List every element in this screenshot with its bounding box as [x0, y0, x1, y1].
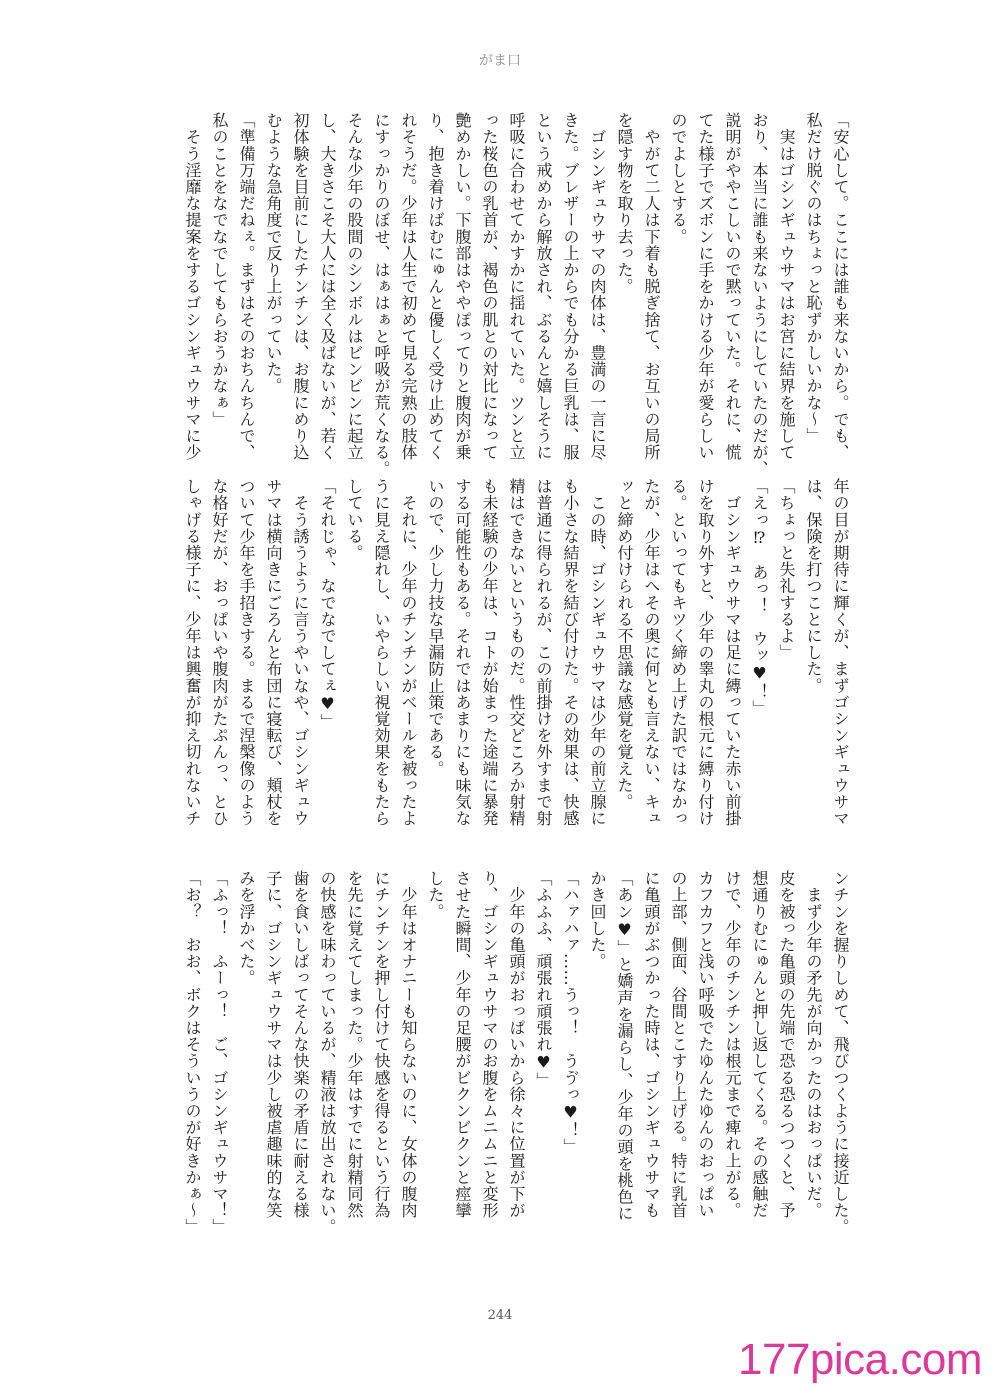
text-column: きた。ブレザーの上からでも分かる巨乳は、服 — [561, 112, 580, 461]
text-column: それに、少年のチンチンがベールを被ったよ — [399, 478, 418, 827]
text-column: まず少年の矛先が向かったのはおっぱいだ。 — [804, 870, 823, 1219]
text-column: たが、少年はへその奥に何とも言えない、キュ — [642, 478, 661, 827]
text-column: 「それじゃ、なでなでしてぇ♥」 — [318, 478, 337, 730]
text-column: る。といってもキツく締め上げた訳ではなかっ — [669, 478, 688, 827]
text-column: 「あン♥」と嬌声を漏らし、少年の頭を桃色に — [615, 870, 634, 1222]
running-header: がま口 — [479, 53, 521, 69]
text-column: けを取り外すと、少年の睾丸の根元に縛り付け — [696, 478, 715, 827]
text-column: にすっかりのぼせ、はぁはぁと呼吸が荒くなる。 — [372, 112, 391, 477]
text-column: 年の目が期待に輝くが、まずゴシンギュウサマ — [831, 478, 850, 827]
text-column: そんな少年の股間のシンボルはビンビンに起立 — [345, 112, 364, 461]
text-column: り、抱き着けばむにゅんと優しく受け止めてく — [426, 112, 445, 461]
text-column: 初体験を目前にしたチンチンは、お腹にめり込 — [291, 112, 310, 461]
text-column: この時、ゴシンギュウサマは少年の前立腺に — [588, 478, 607, 827]
text-column: り、ゴシンギュウサマのお腹をムニムニと変形 — [480, 870, 499, 1219]
text-column: している。 — [345, 478, 364, 561]
text-column: させた瞬間、少年の足腰がビクンビクンと痙攣 — [453, 870, 472, 1219]
text-column: かき回した。 — [588, 870, 607, 970]
text-column: にチンチンを押し付けて快感を得るという行為 — [372, 870, 391, 1219]
text-column: カフカフと浅い呼吸でたゆんたゆんのおっぱい — [696, 870, 715, 1219]
text-column: する可能性もある。それではあまりにも味気な — [453, 478, 472, 827]
text-column: 子に、ゴシンギュウサマは少し被虐趣味的な笑 — [264, 870, 283, 1219]
text-column: 「準備万端だねぇ。まずはそのおちんちんで、 — [237, 112, 256, 461]
text-column: 少年の亀頭がおっぱいから徐々に位置が下が — [507, 870, 526, 1219]
text-column: の快感を味わっているが、精液は放出されない。 — [318, 870, 337, 1236]
page-number: 244 — [487, 1308, 513, 1323]
text-column: 歯を食いしばってそんな快楽の矛盾に耐える様 — [291, 870, 310, 1219]
text-column: った桜色の乳首が、褐色の肌との対比になって — [480, 112, 499, 461]
text-column: 呼吸に合わせてかすかに揺れていた。ツンと立 — [507, 112, 526, 461]
text-column: ッと締め付けられる不思議な感覚を覚えた。 — [615, 478, 634, 810]
text-column: 説明がややこしいので黙っていた。それに、慌 — [723, 112, 742, 461]
text-column: 「ハァハァ……うっ！ うゔっ♥！」 — [561, 870, 580, 1156]
text-column: けで、少年のチンチンは根元まで痺れ上がる。 — [723, 870, 742, 1219]
text-column: そう淫靡な提案をするゴシンギュウサマに少 — [183, 112, 202, 461]
text-column: に亀頭がぶつかった時は、ゴシンギュウサマも — [642, 870, 661, 1219]
text-column: 私だけ脱ぐのはちょっと恥ずかしいかな〜」 — [804, 112, 823, 444]
text-column: を先に覚えてしまった。少年はすでに射精同然 — [345, 870, 364, 1219]
text-tier-top — [0, 112, 1000, 477]
text-column: 私のことをなでなでしてもらおうかなぁ」 — [210, 112, 229, 428]
text-column: を隠す物を取り去った。 — [615, 112, 634, 295]
text-column: 「えっ⁉ あっ！ ウッ♥！」 — [750, 478, 769, 717]
text-column: ゴシンギュウサマは足に縛っていた赤い前掛 — [723, 478, 742, 827]
text-column: し、大きさこそ大人には全く及ばないが、若く — [318, 112, 337, 461]
text-column: むような急角度で反り上がっていた。 — [264, 112, 283, 395]
text-column: みを浮かべた。 — [237, 870, 256, 987]
text-column: な格好だが、おっぱいや腹肉がたぷんっ、とひ — [210, 478, 229, 827]
text-column: 「ふっ！ ふーっ！ ご、ゴシンギュウサマ！」 — [210, 870, 229, 1236]
text-column: れそうだ。少年は人生で初めて見る完熟の肢体 — [399, 112, 418, 461]
watermark: 177pica.com — [738, 1335, 982, 1384]
text-column: 「ちょっと失礼するよ」 — [777, 478, 796, 661]
text-column: 「ふふふ、頑張れ頑張れ♥」 — [534, 870, 553, 1089]
text-column: 「お？ おお、ボクはそういうのが好きかぁ〜」 — [183, 870, 202, 1236]
text-column: という戒めから解放され、ぶるんと嬉しそうに — [534, 112, 553, 461]
text-column: てた様子でズボンに手をかける少年が愛らしい — [696, 112, 715, 461]
text-tier-bottom — [0, 870, 1000, 1248]
text-tier-middle — [0, 478, 1000, 856]
text-column: も小さな結界を結び付けた。その効果は、快感 — [561, 478, 580, 827]
text-column: ついて少年を手招きする。まるで涅槃像のよう — [237, 478, 256, 827]
text-column: 精はできないというものだ。性交どころか射精 — [507, 478, 526, 827]
text-column: おり、本当に誰も来ないようにしていたのだが、 — [750, 112, 769, 477]
text-column: 「安心して。ここには誰も来ないから。でも、 — [831, 112, 850, 461]
text-column: ンチンを握りしめて、飛びつくように接近した。 — [831, 870, 850, 1236]
text-column: の上部、側面、谷間とこすり上げる。特に乳首 — [669, 870, 688, 1219]
text-column: も未経験の少年は、コトが始まった途端に暴発 — [480, 478, 499, 827]
text-column: 実はゴシンギュウサマはお宮に結界を施して — [777, 112, 796, 461]
text-column: 少年はオナニーも知らないのに、女体の腹肉 — [399, 870, 418, 1219]
text-column: うに見え隠れし、いやらしい視覚効果をもたら — [372, 478, 391, 827]
text-column: した。 — [426, 870, 445, 920]
text-column: しゃげる様子に、少年は興奮が抑え切れないチ — [183, 478, 202, 827]
text-column: 皮を被った亀頭の先端で恐る恐るつつくと、予 — [777, 870, 796, 1219]
text-column: 艶めかしい。下腹部はややぽってりと腹肉が乗 — [453, 112, 472, 461]
text-column: は、保険を打つことにした。 — [804, 478, 823, 694]
text-column: のでよしとする。 — [669, 112, 688, 245]
text-column: は普通に得られるが、この前掛けを外すまで射 — [534, 478, 553, 827]
text-column: サマは横向きにごろんと布団に寝転び、頬杖を — [264, 478, 283, 827]
text-column: やがて二人は下着も脱ぎ捨て、お互いの局所 — [642, 112, 661, 461]
text-column: ゴシンギュウサマの肉体は、豊満の一言に尽 — [588, 112, 607, 461]
text-column: いので、少し力技な早漏防止策である。 — [426, 478, 445, 777]
text-column: 想通りむにゅんと押し返してくる。その感触だ — [750, 870, 769, 1219]
text-column: そう誘うように言うやいなや、ゴシンギュウ — [291, 478, 310, 827]
